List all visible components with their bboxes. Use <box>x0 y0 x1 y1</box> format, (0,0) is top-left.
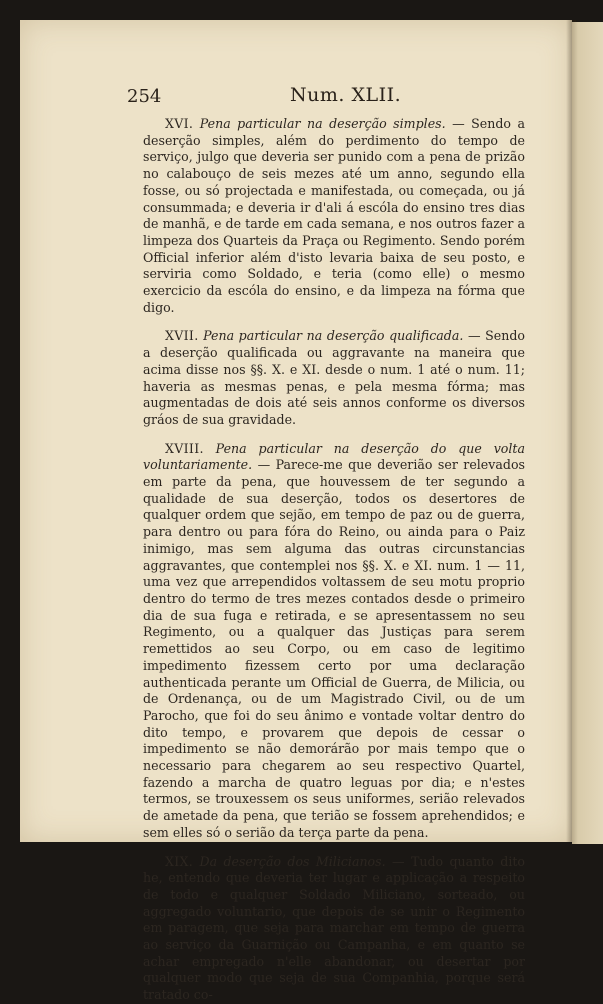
section-numeral: XVII. <box>165 328 199 344</box>
facing-page-edge <box>572 22 603 844</box>
section-xvi <box>143 116 525 316</box>
section-numeral: XVI. <box>165 116 194 131</box>
section-xix <box>143 854 525 1004</box>
section-xvii <box>143 328 525 428</box>
section-heading: Pena particular na deserção do que volta voluntariamente. <box>143 440 525 473</box>
section-numeral: XVIII. <box>165 440 204 456</box>
section-heading: Da deserção dos Milicianos. <box>199 853 386 869</box>
page-number: 254 <box>127 86 162 107</box>
text-block <box>143 116 525 1004</box>
section-body: — Tudo quanto dito he, entendo que deveria ter lugar e applicação a respeito de todo e qualquer Soldado Miliciano, sorteado, ou aggregado voluntario, que depois de se unir o Regimento em paragem, que seja para marchar em tempo de guerra ao serviço da Guarnição ou Campanha, e em quanto se achar empregado n'elle abandonar, ou desertar por qualquer modo que seja de sua Companhia, porque será tratado co- <box>143 853 525 1003</box>
section-body: — Sendo a deserção simples, além do perdimento do tempo de serviço, julgo que deveria ser punido com a pena de prizão no calabouço de seis mezes até um anno, segundo ella fosse, ou só projectada e manifestada, ou começada, ou já consummada; e deveria ir d'ali á escóla do ensino tres dias de manhã, e de tarde em cada semana, e nos outros fazer a limpeza dos Quarteis da Praça ou Regimento. Sendo porém Official inferior além d'isto levaria baixa de seu posto, e serviria como Soldado, e teria (como elle) o mesmo exercicio da escóla do ensino, e da limpeza na fórma que digo. <box>143 116 525 315</box>
section-heading: Pena particular na deserção qualificada. <box>203 328 464 344</box>
section-body: — Sendo a deserção qualificada ou aggravante na maneira que acima disse nos §§. X. e XI. desde o num. 1 até o num. 11; haveria as mesmas penas, e pela mesma fórma; mas augmentadas de dois até seis annos conforme os diversos gráos de sua gravidade. <box>143 328 525 427</box>
section-heading: Pena particular na deserção simples. <box>199 116 446 131</box>
section-numeral: XIX. <box>165 853 194 869</box>
section-body: — Parece-me que deverião ser relevados em parte da pena, que houvessem de ter segundo a qualidade de sua deserção, todos os desertores de qualquer ordem que sejão, em tempo de paz ou de guerra, para dentro ou para fóra do Reino, ou ainda para o Paiz inimigo, mas sem alguma das outras circunstancias aggravantes, que contemplei nos §§. X. e XI. num. 1 — 11, uma vez que arrependidos voltassem de seu motu proprio dentro do termo de tres mezes contados desde o primeiro dia de sua fuga e retirada, e se apresentassem no seu Regimento, ou a qualquer das Justiças para serem remettidos ao seu Corpo, ou em caso de legitimo impedimento fizessem certo por uma declaração authenticada perante um Official de Guerra, de Milicia, ou de Ordenança, ou de um Magistrado Civil, ou de um Parocho, que foi do seu ânimo e vontade voltar dentro do dito tempo, e provarem que depois de cessar o impedimento se não demorárão por mais tempo que o necessario para chegarem ao seu respectivo Quartel, fazendo a marcha de quatro leguas por dia; e n'estes termos, se trouxessem os seus uniformes, serião relevados de ametade da pena, que terião se fossem aprehendidos; e sem elles só o serião da terça parte da pena. <box>143 457 525 840</box>
running-head: Num. XLII. <box>290 84 402 106</box>
section-xviii <box>143 441 525 842</box>
